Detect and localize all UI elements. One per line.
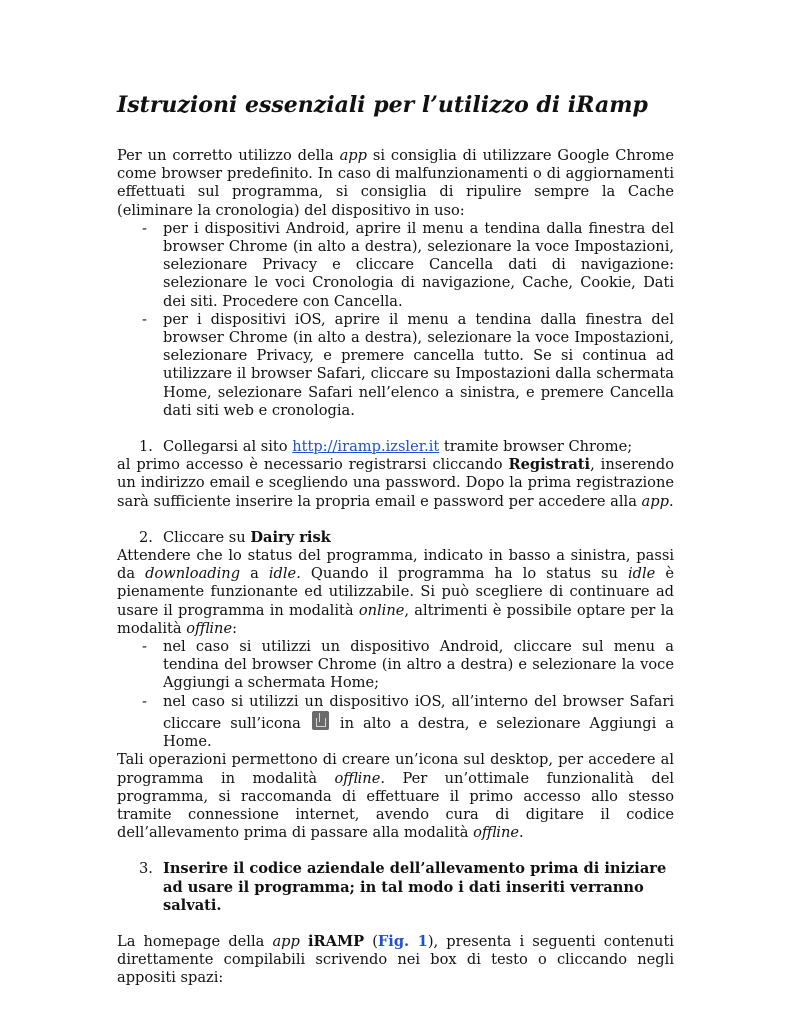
- step-2-paragraph-2: [117, 751, 674, 842]
- app-term: app: [272, 932, 300, 950]
- downloading-term: downloading: [145, 565, 241, 583]
- text: [300, 933, 308, 950]
- share-icon: [312, 711, 329, 730]
- text: (: [364, 932, 378, 950]
- idle-term: idle: [627, 565, 656, 583]
- intro-text: Per un corretto utilizzo della: [117, 147, 340, 164]
- step-3-text: Inserire il codice aziendale dell’allevamento prima di iniziare ad usare il programma; in tal modo i dati inseriti verranno salvati.: [163, 860, 667, 914]
- offline-term: offline: [186, 619, 233, 637]
- text: , altrimenti è possibile optare per la modalità: [117, 601, 675, 637]
- closing-paragraph: [117, 933, 674, 988]
- iramp-link[interactable]: http://iramp.izsler.it: [292, 438, 440, 456]
- text: Tali operazioni permettono di creare un’icona sul desktop, per accedere al programma in modalità: [117, 751, 674, 787]
- document-body: [117, 147, 674, 988]
- intro-text-cont: si consiglia di utilizzare Google Chrome come browser predefinito. In caso di malfunzionamenti o di aggiornamenti effettuati sul programma, si consiglia di ripulire sempre la Cache (eliminare la cronologia) del dispositivo in uso:: [117, 147, 675, 219]
- text: . Per un’ottimale funzionalità del programma, si raccomanda di effettuare il primo accesso allo stesso tramite connessione internet, avendo cura di digitare il codice dell’allevamento prima di passare alla modalità: [117, 769, 674, 842]
- text: Attendere che lo status del programma, indicato in basso a sinistra, passi da: [117, 547, 674, 583]
- text: a: [240, 565, 269, 583]
- app-term: app: [641, 492, 669, 510]
- figure-reference-link[interactable]: Fig. 1: [377, 932, 428, 950]
- step-1: [117, 438, 674, 456]
- step-number: 1.: [139, 438, 153, 456]
- step-1-paragraph: [117, 456, 674, 511]
- step-2: [117, 529, 674, 547]
- offline-term: offline: [473, 824, 519, 842]
- step-3: [117, 860, 674, 915]
- list-item-ios: [117, 693, 674, 752]
- online-term: online: [358, 601, 405, 619]
- text: :: [232, 619, 238, 637]
- iramp-term: iRAMP: [307, 932, 365, 950]
- offline-term: offline: [334, 769, 381, 787]
- app-term: app: [339, 147, 367, 164]
- text: Quando il programma ha lo status su: [300, 565, 628, 583]
- text: , inserendo un indirizzo email e scegliendo una password. Dopo la prima registrazione sarà sufficiente inserire la propria email e password per accedere alla: [117, 456, 674, 510]
- step-number: 3.: [139, 860, 153, 878]
- text: La homepage della: [117, 932, 273, 950]
- list-item-android: - per i dispositivi Android, aprire il menu a tendina dalla finestra del browser Chrome (in alto a destra), selezionare la voce Impostazioni, selezionare Privacy e cliccare Cancella dati di navigazione: selezionare le voci Cronologia di navigazione, Cache, Cookie, Dati dei siti. Procedere con Cancella.: [117, 220, 674, 311]
- text: nel caso si utilizzi un dispositivo iOS, all’interno del browser Safari cliccare sull’icona: [163, 692, 674, 732]
- step-text: Collegarsi al sito: [163, 438, 293, 456]
- offline-instructions-list: [117, 638, 674, 751]
- step-text-cont: tramite browser Chrome;: [439, 438, 633, 456]
- step-number: 2.: [139, 528, 153, 546]
- text: .: [668, 492, 674, 510]
- text: è pienamente funzionante ed utilizzabile. Si può scegliere di continuare ad usare il programma in modalità: [117, 565, 675, 619]
- intro-paragraph: [117, 147, 674, 220]
- step-2-paragraph: [117, 547, 674, 638]
- registrati-term: Registrati: [508, 456, 591, 474]
- list-item-android: - nel caso si utilizzi un dispositivo Android, cliccare sul menu a tendina del browser Chrome (in altro a destra) e selezionare la voce Aggiungi a schermata Home;: [117, 638, 674, 693]
- list-item-ios: - per i dispositivi iOS, aprire il menu a tendina dalla finestra del browser Chrome (in alto a destra), selezionare la voce Impostazioni, selezionare Privacy, e premere cancella tutto. Se si continua ad utilizzare il browser Safari, cliccare su Impostazioni dalla schermata Home, selezionare Safari nell’elenco a sinistra, e premere Cancella dati siti web e cronologia.: [117, 311, 674, 420]
- text: in alto a destra, e selezionare Aggiungi a Home.: [163, 714, 674, 751]
- page-title: Istruzioni essenziali per l’utilizzo di iRamp: [117, 92, 648, 118]
- dairy-risk-term: Dairy risk: [250, 528, 331, 546]
- text: al primo accesso è necessario registrarsi cliccando: [117, 456, 509, 474]
- text: ), presenta i seguenti contenuti direttamente compilabili scrivendo nei box di testo o cliccando negli appositi spazi:: [117, 932, 674, 987]
- cache-instructions-list: [117, 220, 674, 420]
- step-text: Cliccare su: [163, 528, 251, 546]
- idle-term: idle.: [268, 565, 301, 583]
- text: .: [519, 824, 524, 842]
